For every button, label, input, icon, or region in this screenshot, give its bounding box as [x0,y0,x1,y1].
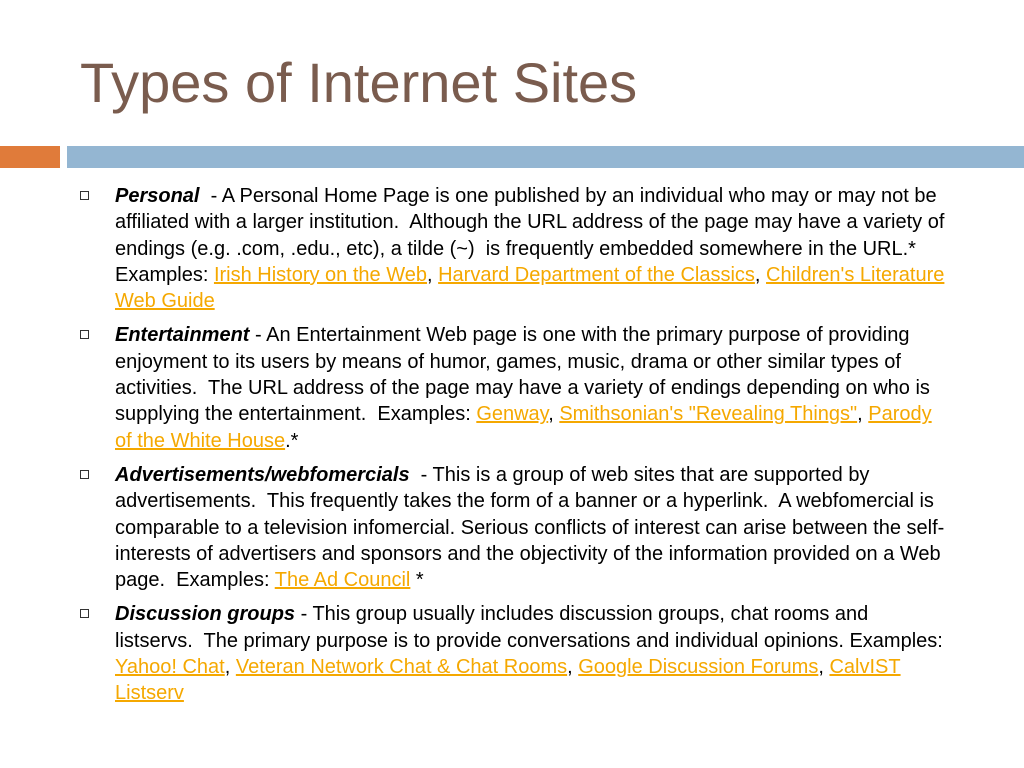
link-separator: , [224,656,236,679]
item-term: Personal [115,185,200,207]
example-link[interactable]: Irish History on the Web [213,263,427,286]
list-item [80,183,950,314]
item-description: An Entertainment Web page is one with the primary purpose of providing enjoyment to its users by means of humor, games, music, drama or other similar types of activities. The URL address of the page may have a variety of endings depending on who is supplying the entertainment. Examples: [115,324,936,426]
link-separator: , [426,263,439,286]
list-item [80,322,950,453]
example-link[interactable]: Yahoo! Chat [115,656,225,679]
item-description: A Personal Home Page is one published by an individual who may or may not be affiliated with a larger institution. Although the URL address of the page may have a variety of endings (e.g. .com, .edu., etc), a tilde (~) is frequently embedded somewhere in the URL.* Examples: [115,185,950,286]
accent-bar-blue [67,146,1024,168]
link-separator: , [818,656,830,679]
item-separator: - [295,603,313,626]
bullet-list [80,183,950,715]
example-link[interactable]: Smithsonian's "Revealing Things" [559,403,858,426]
example-link[interactable]: Google Discussion Forums [578,656,819,679]
list-item [80,601,950,706]
item-separator: - [249,324,267,347]
example-link[interactable]: Parody of the White House [115,403,932,452]
link-separator: , [857,403,869,426]
item-term: Discussion groups [115,603,296,626]
example-link[interactable]: Genway [476,403,549,426]
item-description: This group usually includes discussion groups, chat rooms and listservs. The primary purpose is to provide conversations and individual opinions. Examples: [115,603,949,652]
item-separator: - [199,185,222,207]
slide-title: Types of Internet Sites [80,51,638,114]
item-separator: - [409,463,433,486]
link-separator: , [567,656,579,679]
link-separator: , [548,403,560,426]
item-tail: * [410,569,424,592]
example-link[interactable]: Children's Literature Web Guide [115,263,945,313]
example-link[interactable]: Harvard Department of the Classics [438,263,755,286]
accent-bar-orange [0,146,60,168]
list-item [80,462,950,593]
square-bullet-icon [80,609,89,618]
square-bullet-icon [80,191,89,200]
example-link[interactable]: CalvIST Listserv [115,656,901,705]
link-separator: , [754,263,767,286]
item-description: This is a group of web sites that are supported by advertisements. This frequently takes the form of a banner or a hyperlink. A webfomercial is comparable to a television infomercial. Serious conflicts of interest can arise between the self-interests of advertisers and sponsors and the objectivity of the information provided on a Web page. Examples: [115,463,947,592]
item-term: Entertainment [115,324,250,347]
example-link[interactable]: Veteran Network Chat & Chat Rooms [235,656,568,679]
square-bullet-icon [80,470,89,479]
item-tail: .* [285,429,299,452]
item-term: Advertisements/webfomercials [115,463,410,486]
square-bullet-icon [80,330,89,339]
example-link[interactable]: The Ad Council [274,569,411,592]
